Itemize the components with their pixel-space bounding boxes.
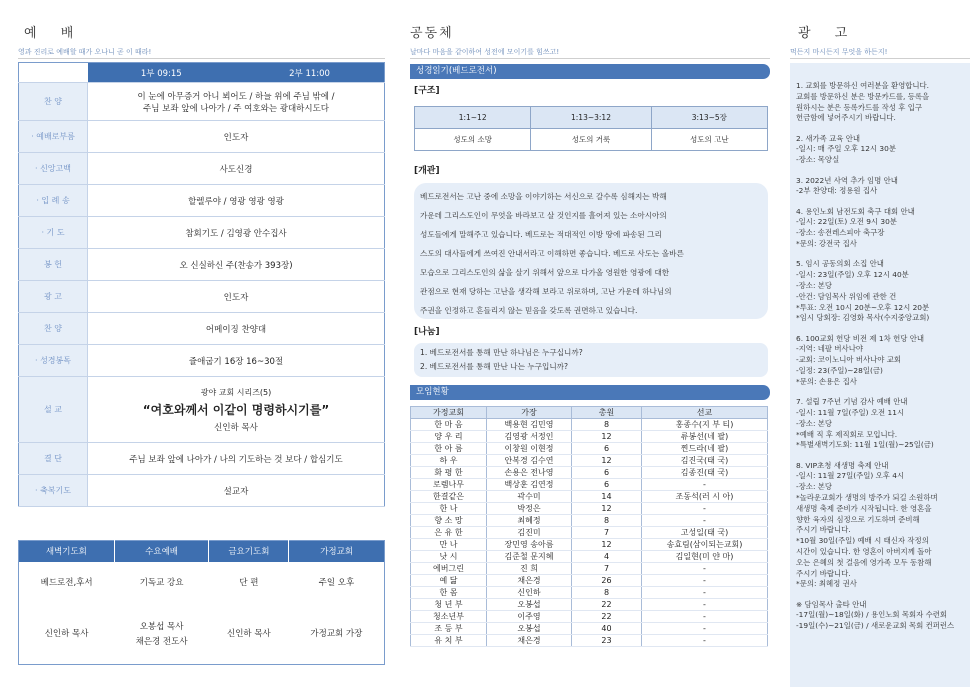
table-row bbox=[411, 491, 768, 503]
announcement-line: *예배 직 후 제직회로 모입니다. bbox=[796, 429, 898, 439]
table-cell: 40 bbox=[572, 623, 642, 635]
schedule-cell: 오봉섭 목사 채은경 전도사 bbox=[135, 621, 188, 647]
table-cell: 하 우 bbox=[411, 455, 487, 467]
table-cell: - bbox=[642, 635, 768, 647]
worship-row-line: 할렐루야 / 영광 영광 영광 bbox=[188, 196, 284, 207]
announcement-line: 향한 육자의 심정으로 기도하며 준비해 bbox=[796, 514, 920, 524]
worship-row-content bbox=[88, 345, 385, 377]
sermon-series: 광야 교회 시리즈(5) bbox=[200, 387, 272, 397]
worship-row bbox=[19, 185, 385, 217]
announcement-line: *문의: 최혜정 권사 bbox=[796, 579, 857, 589]
worship-row-content bbox=[88, 83, 385, 121]
table-row bbox=[411, 599, 768, 611]
schedule-header: 금요기도회 bbox=[209, 541, 289, 562]
worship-row-content bbox=[88, 443, 385, 475]
worship-row bbox=[19, 249, 385, 281]
table-cell: 한 마 음 bbox=[411, 419, 487, 431]
table-cell: 김진미 bbox=[487, 527, 572, 539]
service-1: 1부 09:15 bbox=[88, 63, 236, 83]
table-cell: 김준철 문지혜 bbox=[487, 551, 572, 563]
table-row bbox=[411, 467, 768, 479]
worship-row-content bbox=[88, 121, 385, 153]
announcement-line: -일시: 11월 27일(주일) 오후 4시 bbox=[796, 471, 905, 481]
announcement-line: -안건: 담임목사 위임에 관한 건 bbox=[796, 291, 897, 301]
range-cell: 1:1~12 bbox=[415, 107, 531, 129]
table-cell: 은 유 한 bbox=[411, 527, 487, 539]
announcements-list bbox=[790, 63, 970, 632]
announcement-item bbox=[796, 600, 964, 632]
table-cell: 조동석(러 시 아) bbox=[642, 491, 768, 503]
announcement-line: -일시: 매 주일 오후 12시 30분 bbox=[796, 144, 896, 154]
worship-row-line: 인도자 bbox=[223, 132, 249, 143]
worship-row-content bbox=[88, 185, 385, 217]
table-row bbox=[411, 635, 768, 647]
announcement-line: ※ 담임목사 출타 안내 bbox=[796, 599, 867, 609]
meetings-bar: 모임현황 bbox=[410, 385, 770, 400]
table-cell: - bbox=[642, 575, 768, 587]
announcement-line: 2. 새가족 교육 안내 bbox=[796, 133, 861, 143]
worship-row-content bbox=[88, 217, 385, 249]
worship-row-line: 어메이징 찬양대 bbox=[205, 324, 267, 335]
worship-row-content bbox=[88, 475, 385, 507]
share-label: [나눔] bbox=[414, 327, 440, 337]
worship-row-line: 사도신경 bbox=[219, 164, 253, 175]
header-community bbox=[410, 22, 610, 57]
worship-row-label: · 축복기도 bbox=[19, 475, 88, 507]
worship-row-line: 주님 보좌 앞에 나아가 / 나의 기도하는 것 보다 / 합심기도 bbox=[129, 454, 343, 465]
share-question: 2. 베드로전서를 통해 만난 나는 누구입니까? bbox=[420, 362, 569, 371]
table-cell: 고성일(태 국) bbox=[642, 527, 768, 539]
announcement-line: 원하시는 분은 등록카드를 작성 후 입구 bbox=[796, 102, 922, 112]
table-row bbox=[411, 479, 768, 491]
schedule-header: 가정교회 bbox=[289, 541, 385, 562]
theme-cell: 성도의 소망 bbox=[415, 129, 531, 151]
table-cell: 이주영 bbox=[487, 611, 572, 623]
section-subtitle: 날마다 마음을 같이하여 성전에 모이기를 힘쓰고! bbox=[410, 48, 560, 56]
table-cell: 6 bbox=[572, 479, 642, 491]
announcement-line: -일시: 23일(주일) 오후 12시 40분 bbox=[796, 270, 909, 280]
announcement-line: 시간이 있습니다. 한 영혼이 아버지께 돌아 bbox=[796, 546, 932, 556]
table-cell: 진 희 bbox=[487, 563, 572, 575]
table-cell: 채은경 bbox=[487, 575, 572, 587]
worship-row-label: · 신앙고백 bbox=[19, 153, 88, 185]
table-cell: 류봉선(네 팔) bbox=[642, 431, 768, 443]
worship-row-content bbox=[88, 377, 385, 443]
table-cell: 김종진(태 국) bbox=[642, 467, 768, 479]
announcement-line: *임시 당회장: 김영화 목사(수지중앙교회) bbox=[796, 313, 930, 323]
worship-row bbox=[19, 153, 385, 185]
table-cell: 8 bbox=[572, 515, 642, 527]
announcement-line: 새생명 축제 준비가 시작됩니다. 한 영혼을 bbox=[796, 503, 932, 513]
schedule-cell: 베드로전,후서 bbox=[40, 578, 93, 589]
announcement-line: -지역: 네팔 버사나야 bbox=[796, 344, 863, 354]
table-cell: 최혜정 bbox=[487, 515, 572, 527]
table-row bbox=[411, 611, 768, 623]
table-cell: - bbox=[642, 563, 768, 575]
announcement-item bbox=[796, 134, 964, 166]
announcement-line: 오는 은혜의 첫 걸음에 영가족 모두 동참해 bbox=[796, 557, 932, 567]
table-cell: 이창원 이현정 bbox=[487, 443, 572, 455]
announcement-line: 6. 100교회 헌당 비전 제 1차 헌당 안내 bbox=[796, 333, 924, 343]
worship-row-label: · 성경봉독 bbox=[19, 345, 88, 377]
announcement-line: 헌금함에 넣어주시기 바랍니다. bbox=[796, 113, 896, 123]
worship-row bbox=[19, 83, 385, 121]
announcement-line: *10월 30일(주일) 예배 시 태신자 작정의 bbox=[796, 536, 929, 546]
table-row bbox=[411, 623, 768, 635]
overview-label: [개관] bbox=[414, 166, 440, 176]
table-cell: - bbox=[642, 515, 768, 527]
table-cell: 송효림(삼이되는교회) bbox=[642, 539, 768, 551]
worship-row-content bbox=[88, 313, 385, 345]
table-cell: 오봉섭 bbox=[487, 623, 572, 635]
worship-row-line: 참회기도 / 김영광 안수집사 bbox=[185, 228, 287, 239]
table-cell: 6 bbox=[572, 467, 642, 479]
header-worship bbox=[18, 22, 218, 57]
worship-row bbox=[19, 217, 385, 249]
worship-row-label: · 기 도 bbox=[19, 217, 88, 249]
announcement-item bbox=[796, 207, 964, 250]
announcement-line: 교회를 방문하신 분은 방문카드를, 등록을 bbox=[796, 91, 930, 101]
table-cell: - bbox=[642, 623, 768, 635]
table-cell: 백용현 김민영 bbox=[487, 419, 572, 431]
announcement-line: -일시: 22일(토) 오전 9시 30분 bbox=[796, 217, 897, 227]
announcement-line: 5. 임시 공동의회 소집 안내 bbox=[796, 259, 884, 269]
table-cell: 손용은 전나영 bbox=[487, 467, 572, 479]
table-cell: 12 bbox=[572, 431, 642, 443]
announcement-item bbox=[796, 461, 964, 591]
overview-line: 스도의 대사들에게 쓰여진 안내서라고 이해하면 좋습니다. 베드로 사도는 올바른 bbox=[420, 249, 684, 258]
announcement-line: 주시기 바랍니다. bbox=[796, 568, 851, 578]
meetings-header: 가장 bbox=[487, 407, 572, 419]
table-cell: 유 치 부 bbox=[411, 635, 487, 647]
table-cell: 한 나 bbox=[411, 503, 487, 515]
table-cell: 한 아 름 bbox=[411, 443, 487, 455]
table-cell: 향 소 망 bbox=[411, 515, 487, 527]
table-cell: - bbox=[642, 479, 768, 491]
table-cell: 화 평 한 bbox=[411, 467, 487, 479]
table-cell: 로렘나무 bbox=[411, 479, 487, 491]
announcement-line: -2부 찬양대: 정용원 집사 bbox=[796, 186, 878, 196]
table-cell: 김일현(미 얀 마) bbox=[642, 551, 768, 563]
announcement-item bbox=[796, 81, 964, 124]
worship-row-label: 결 단 bbox=[19, 443, 88, 475]
table-cell: 찐드라(네 팔) bbox=[642, 443, 768, 455]
sermon-title: “여호와께서 이같이 명령하시기를” bbox=[142, 402, 330, 417]
table-cell: 14 bbox=[572, 491, 642, 503]
section-title: 공동체 bbox=[410, 26, 454, 41]
schedule-cell: 신인하 목사 bbox=[226, 629, 271, 640]
table-cell: 박정은 bbox=[487, 503, 572, 515]
worship-row bbox=[19, 281, 385, 313]
announcement-line: 8. VIP초청 새생명 축제 안내 bbox=[796, 460, 889, 470]
announcement-line: 1. 교회를 방문하신 여러분을 환영합니다. bbox=[796, 81, 930, 90]
table-cell: 김영광 서정인 bbox=[487, 431, 572, 443]
section-subtitle: 먹든지 마시든지 무엇을 하든지! bbox=[790, 48, 888, 56]
table-row bbox=[411, 539, 768, 551]
table-cell: 오봉섭 bbox=[487, 599, 572, 611]
announcements-panel bbox=[790, 63, 970, 687]
meetings-table bbox=[410, 406, 768, 647]
table-row bbox=[411, 431, 768, 443]
worship-row-label: · 입 례 송 bbox=[19, 185, 88, 217]
worship-row bbox=[19, 443, 385, 475]
table-cell: 22 bbox=[572, 599, 642, 611]
announcement-line: *문의: 강전국 집사 bbox=[796, 239, 857, 249]
overview-line: 주권을 인정하고 흔들리지 않는 믿음을 갖도록 권면하고 있습니다. bbox=[420, 306, 638, 315]
theme-cell: 성도의 고난 bbox=[651, 129, 767, 151]
range-cell: 1:13~3:12 bbox=[531, 107, 651, 129]
table-cell: 홍종수(지 부 티) bbox=[642, 419, 768, 431]
structure-table bbox=[414, 106, 768, 151]
announcement-line: 4. 용인노회 남전도회 축구 대회 안내 bbox=[796, 206, 915, 216]
table-cell: 7 bbox=[572, 563, 642, 575]
overview-line: 모습으로 그리스도인의 삶을 살기 위해서 앞으로 다가올 영원한 영광에 대한 bbox=[420, 268, 670, 277]
table-cell: 곽수미 bbox=[487, 491, 572, 503]
divider bbox=[18, 58, 385, 59]
announcement-line: 주시기 바랍니다. bbox=[796, 525, 851, 535]
header-ads bbox=[790, 22, 970, 57]
share-question: 1. 베드로전서를 통해 만난 하나님은 누구십니까? bbox=[420, 348, 583, 357]
table-cell: - bbox=[642, 503, 768, 515]
table-cell: 양 우 리 bbox=[411, 431, 487, 443]
table-cell: 낫 시 bbox=[411, 551, 487, 563]
table-cell: 에버그린 bbox=[411, 563, 487, 575]
worship-row-line: 오 신실하신 주(찬송가 393장) bbox=[179, 260, 293, 271]
announcement-line: *놀라운교회가 생명의 방주가 되길 소원하며 bbox=[796, 493, 938, 502]
table-cell: 23 bbox=[572, 635, 642, 647]
worship-row-label: 봉 헌 bbox=[19, 249, 88, 281]
table-cell: 26 bbox=[572, 575, 642, 587]
table-cell: 한 몸 bbox=[411, 587, 487, 599]
table-cell: 12 bbox=[572, 539, 642, 551]
table-cell: 7 bbox=[572, 527, 642, 539]
table-cell: 8 bbox=[572, 587, 642, 599]
table-cell: - bbox=[642, 587, 768, 599]
preacher: 신인하 목사 bbox=[214, 422, 258, 433]
announcement-line: -장소: 목양실 bbox=[796, 155, 840, 165]
worship-row bbox=[19, 121, 385, 153]
announcement-line: -일시: 11월 7일(주일) 오전 11시 bbox=[796, 407, 905, 417]
table-cell: 22 bbox=[572, 611, 642, 623]
worship-row bbox=[19, 313, 385, 345]
table-row bbox=[411, 455, 768, 467]
table-row bbox=[411, 575, 768, 587]
schedule-cell: 신인하 목사 bbox=[44, 629, 89, 640]
table-cell: 만 나 bbox=[411, 539, 487, 551]
announcement-line: *문의: 손용은 집사 bbox=[796, 376, 857, 386]
worship-row-content bbox=[88, 281, 385, 313]
worship-row-content bbox=[88, 153, 385, 185]
announcement-line: -장소: 본당 bbox=[796, 280, 833, 290]
announcement-line: -장소: 본당 bbox=[796, 418, 833, 428]
table-cell: 청소년부 bbox=[411, 611, 487, 623]
table-cell: 8 bbox=[572, 419, 642, 431]
table-cell: 신인하 bbox=[487, 587, 572, 599]
announcement-line: -일정: 23(주일)~28일(금) bbox=[796, 366, 883, 376]
range-cell: 3:13~5장 bbox=[651, 107, 767, 129]
overview-line: 관점으로 현재 당하는 고난을 생각해 보라고 위로하며, 고난 가운데 하나님의 bbox=[420, 287, 672, 296]
overview-line: 베드로전서는 고난 중에 소망을 이야기하는 서신으로 갈수록 심해지는 박해 bbox=[420, 192, 667, 201]
schedule-cell: 단 편 bbox=[239, 578, 259, 589]
meetings-header: 총원 bbox=[572, 407, 642, 419]
table-cell: 조 등 부 bbox=[411, 623, 487, 635]
table-cell: 예 닮 bbox=[411, 575, 487, 587]
worship-row-label: · 예배로부름 bbox=[19, 121, 88, 153]
table-row bbox=[411, 503, 768, 515]
announcement-item bbox=[796, 176, 964, 198]
announcement-line: -장소: 본당 bbox=[796, 482, 833, 492]
table-row bbox=[411, 443, 768, 455]
table-row bbox=[411, 551, 768, 563]
worship-row-label: 찬 양 bbox=[19, 313, 88, 345]
table-cell: 김진국(태 국) bbox=[642, 455, 768, 467]
table-cell: 한결같은 bbox=[411, 491, 487, 503]
table-cell: 장민영 송아름 bbox=[487, 539, 572, 551]
schedule-cell: 가정교회 가장 bbox=[310, 629, 363, 640]
table-row bbox=[411, 419, 768, 431]
table-cell: 12 bbox=[572, 455, 642, 467]
share-questions bbox=[414, 343, 768, 377]
announcement-item bbox=[796, 334, 964, 388]
divider bbox=[410, 58, 770, 59]
announcement-item bbox=[796, 397, 964, 451]
overview-line: 성도들에게 말해주고 있습니다. 베드로는 적대적인 이방 땅에 파송된 그리 bbox=[420, 230, 662, 239]
structure-label: [구조] bbox=[414, 86, 440, 96]
worship-row-line: 쥴애굽기 16장 16~30절 bbox=[188, 356, 284, 367]
announcement-line: *투표: 오전 10시 20분~오후 12시 20분 bbox=[796, 302, 930, 312]
bible-reading-bar: 성경읽기(베드로전서) bbox=[410, 64, 770, 79]
worship-row-label: 찬 양 bbox=[19, 83, 88, 121]
announcement-line: -장소: 송전레스피아 축구장 bbox=[796, 228, 885, 238]
overview-text bbox=[414, 183, 768, 319]
table-cell: - bbox=[642, 611, 768, 623]
meetings-header: 선교 bbox=[642, 407, 768, 419]
table-cell: 청 년 부 bbox=[411, 599, 487, 611]
worship-row-line: 이 눈에 아무증거 아니 뵈어도 / 하늘 위에 주님 밖에 / bbox=[137, 91, 335, 102]
section-title: 광 고 bbox=[798, 26, 858, 41]
schedule-cell: 주일 오후 bbox=[318, 578, 355, 589]
schedule-cell: 기독교 강요 bbox=[139, 578, 184, 589]
announcement-line: 3. 2022년 사역 추가 임명 안내 bbox=[796, 175, 898, 185]
service-2: 2부 11:00 bbox=[235, 63, 384, 83]
worship-row-line: 인도자 bbox=[223, 292, 249, 303]
table-cell: - bbox=[642, 599, 768, 611]
meetings-header: 가정교회 bbox=[411, 407, 487, 419]
worship-row-line: 주님 보좌 앞에 나아가 / 주 여호와는 광대하시도다 bbox=[143, 103, 329, 114]
worship-row bbox=[19, 377, 385, 443]
section-subtitle: 영과 진리로 예배할 때가 오나니 곧 이 때라! bbox=[18, 48, 152, 56]
schedule-header: 새벽기도회 bbox=[19, 541, 115, 562]
announcement-line: *특별새벽기도회: 11월 1일(월)~25일(금) bbox=[796, 440, 934, 450]
worship-row bbox=[19, 345, 385, 377]
worship-row-line: 설교자 bbox=[223, 486, 249, 497]
table-row bbox=[411, 587, 768, 599]
table-cell: 4 bbox=[572, 551, 642, 563]
announcement-line: -17일(월)~18일(화) / 용인노회 목회자 수련회 bbox=[796, 610, 948, 620]
table-cell: 채은경 bbox=[487, 635, 572, 647]
overview-line: 가운데 그리스도인이 무엇을 바라보고 살 것인지를 흘어져 있는 소아시아의 bbox=[420, 211, 667, 220]
table-cell: 안복경 김수연 bbox=[487, 455, 572, 467]
table-row bbox=[411, 527, 768, 539]
announcement-item bbox=[796, 259, 964, 324]
announcement-line: -19일(수)~21일(금) / 새로운교회 목회 컨퍼런스 bbox=[796, 621, 955, 631]
worship-order-table bbox=[18, 62, 385, 507]
theme-cell: 성도의 거룩 bbox=[531, 129, 651, 151]
schedule-header: 수요예배 bbox=[114, 541, 209, 562]
table-cell: 6 bbox=[572, 443, 642, 455]
divider bbox=[790, 58, 970, 59]
announcement-line: -교회: 코이노니아 버사나야 교회 bbox=[796, 355, 902, 365]
worship-row-label: 설 교 bbox=[19, 377, 88, 443]
worship-row bbox=[19, 475, 385, 507]
announcement-line: 7. 설립 7주년 기념 감사 예배 안내 bbox=[796, 397, 908, 407]
header-blank bbox=[19, 63, 88, 83]
worship-row-label: 광 고 bbox=[19, 281, 88, 313]
table-row bbox=[411, 563, 768, 575]
section-title: 예 배 bbox=[24, 26, 84, 41]
table-cell: 12 bbox=[572, 503, 642, 515]
table-row bbox=[411, 515, 768, 527]
table-cell: 백상훈 김연정 bbox=[487, 479, 572, 491]
worship-row-content bbox=[88, 249, 385, 281]
weekly-schedule-table bbox=[18, 540, 385, 665]
